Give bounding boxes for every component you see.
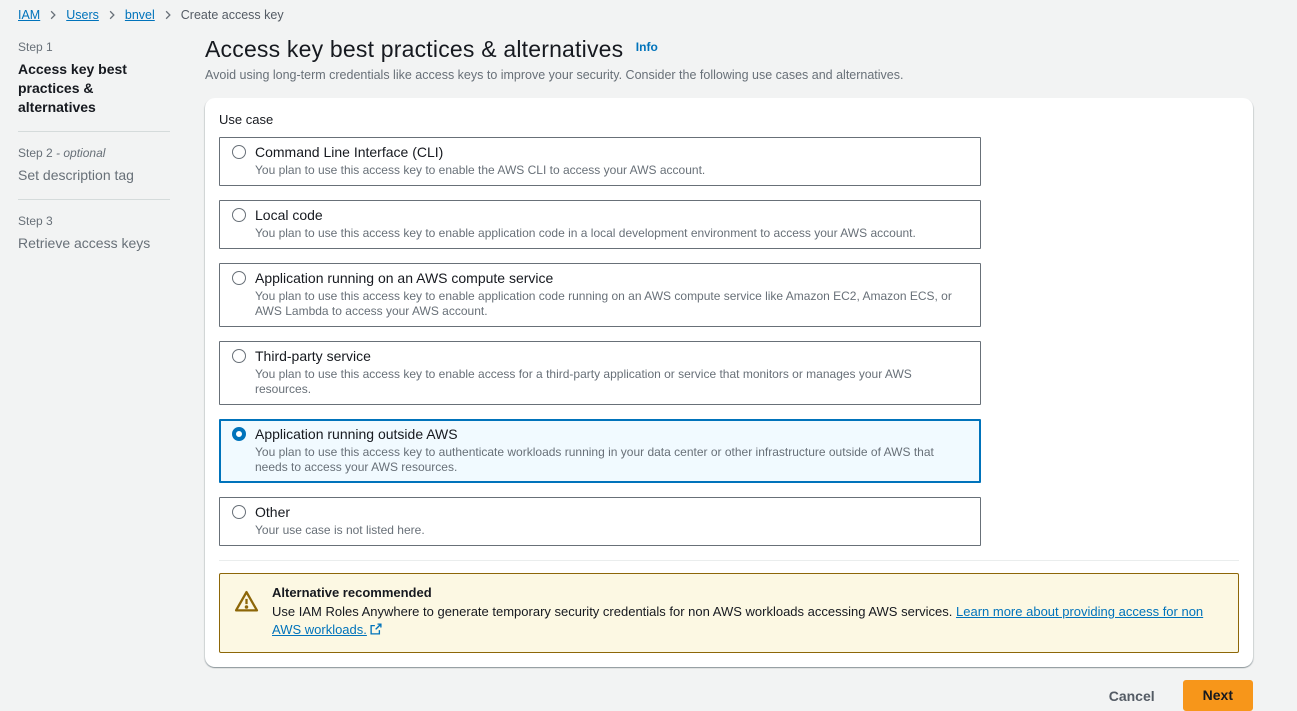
- learn-more-link[interactable]: Learn more about providing access for non AWS workloads.: [272, 604, 1204, 637]
- option-description: You plan to use this access key to enable the AWS CLI to access your AWS account.: [255, 163, 706, 177]
- step-divider: [18, 131, 170, 132]
- breadcrumb-chevron-icon: [163, 10, 173, 20]
- step-divider: [18, 199, 170, 200]
- radio-button-icon[interactable]: [232, 145, 246, 159]
- option-description: You plan to use this access key to enable access for a third-party application or service that monitors or manages your AWS resources.: [255, 367, 912, 396]
- option-description: You plan to use this access key to enable application code in a local development environment to access your AWS account.: [255, 226, 916, 240]
- breadcrumb-link-user[interactable]: bnvel: [124, 8, 155, 22]
- radio-button-icon[interactable]: [232, 505, 246, 519]
- step-number: Step 1: [18, 40, 53, 54]
- breadcrumb-current: Create access key: [180, 8, 284, 22]
- warning-triangle-icon: [234, 585, 259, 619]
- breadcrumb-chevron-icon: [48, 10, 58, 20]
- use-case-option-cli[interactable]: [219, 137, 981, 186]
- cancel-button[interactable]: Cancel: [1107, 682, 1157, 710]
- use-case-option-local-code[interactable]: [219, 200, 981, 249]
- wizard-step-2[interactable]: [18, 146, 170, 185]
- option-description: You plan to use this access key to enable application code running on an AWS compute service like Amazon EC2, Amazon ECS, or AWS Lambda to access your AWS account.: [255, 289, 952, 318]
- wizard-step-1: [18, 40, 170, 117]
- option-description: You plan to use this access key to authenticate workloads running in your data center or other infrastructure outside of AWS that needs to access your AWS resources.: [255, 445, 934, 474]
- radio-button-icon[interactable]: [232, 208, 246, 222]
- step-number: Step 2 - optional: [18, 146, 106, 160]
- step-title: Set description tag: [18, 167, 134, 183]
- info-link[interactable]: Info: [635, 40, 658, 54]
- radio-button-icon[interactable]: [232, 271, 246, 285]
- option-title: Third-party service: [255, 348, 371, 364]
- option-title: Other: [255, 504, 291, 520]
- breadcrumb-link-users[interactable]: Users: [66, 8, 99, 22]
- option-title: Local code: [255, 207, 323, 223]
- page-title: Access key best practices & alternatives: [205, 36, 624, 62]
- use-case-option-other[interactable]: [219, 497, 981, 546]
- use-case-option-aws-compute[interactable]: [219, 263, 981, 327]
- section-divider: [219, 560, 1239, 561]
- step-number: Step 3: [18, 214, 53, 228]
- wizard-step-3[interactable]: [18, 214, 170, 253]
- use-case-card: [205, 98, 1253, 667]
- alternative-recommended-alert: [219, 573, 1239, 653]
- wizard-actions: [205, 680, 1253, 711]
- step-title: Access key best practices & alternatives: [18, 61, 127, 115]
- option-title: Command Line Interface (CLI): [255, 144, 444, 160]
- alert-text: Use IAM Roles Anywhere to generate temporary security credentials for non AWS workloads accessing AWS services. Learn more about providing access for non AWS workloads.: [272, 604, 1204, 637]
- page-description: Avoid using long-term credentials like access keys to improve your security. Consider the following use cases and alternatives.: [205, 68, 904, 82]
- external-link-icon[interactable]: [370, 623, 382, 635]
- option-title: Application running outside AWS: [255, 426, 458, 442]
- alert-title: Alternative recommended: [272, 585, 432, 600]
- next-button[interactable]: Next: [1183, 680, 1253, 711]
- use-case-option-outside-aws[interactable]: [219, 419, 981, 483]
- breadcrumb-chevron-icon: [107, 10, 117, 20]
- option-description: Your use case is not listed here.: [255, 523, 425, 537]
- option-title: Application running on an AWS compute service: [255, 270, 554, 286]
- step-title: Retrieve access keys: [18, 235, 151, 251]
- wizard-steps-sidebar: [18, 36, 170, 711]
- main-content: [205, 36, 1253, 711]
- breadcrumb: [18, 8, 1279, 22]
- use-case-label: Use case: [219, 112, 274, 127]
- radio-button-icon[interactable]: [232, 349, 246, 363]
- step-optional-suffix: - optional: [56, 146, 106, 160]
- use-case-option-third-party[interactable]: [219, 341, 981, 405]
- radio-button-checked-icon[interactable]: [232, 427, 246, 441]
- breadcrumb-link-iam[interactable]: IAM: [18, 8, 41, 22]
